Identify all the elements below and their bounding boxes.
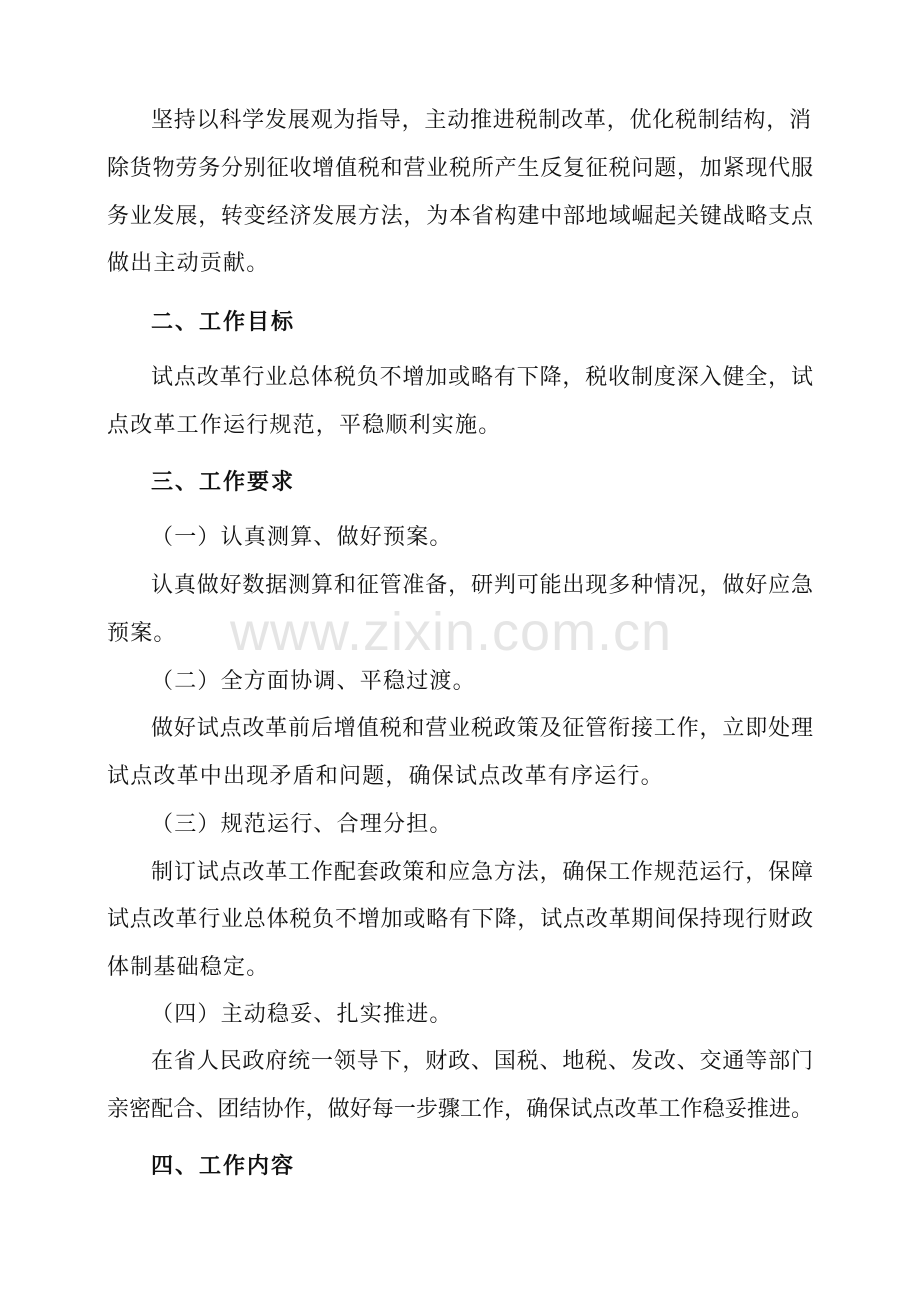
paragraph2-line2: 点改革工作运行规范，平稳顺利实施。 bbox=[107, 413, 502, 438]
subsection1-line2: 预案。 bbox=[107, 621, 177, 646]
subsection3-line2: 试点改革行业总体税负不增加或略有下降，试点改革期间保持现行财政 bbox=[107, 907, 813, 932]
section-heading-content: 四、工作内容 bbox=[151, 1153, 296, 1179]
subsection1-line1: 认真做好数据测算和征管准备，研判可能出现多种情况，做好应急 bbox=[151, 573, 813, 598]
section-heading-requirements: 三、工作要求 bbox=[151, 469, 296, 495]
watermark-text: www.zixin.com.cn bbox=[230, 602, 673, 662]
subsection-title-3: （三）规范运行、合理分担。 bbox=[151, 812, 453, 837]
section-heading-goals: 二、工作目标 bbox=[151, 309, 296, 335]
subsection3-line3: 体制基础稳定。 bbox=[107, 955, 270, 980]
paragraph1-line3: 务业发展，转变经济发展方法，为本省构建中部地域崛起关键战略支点 bbox=[107, 204, 813, 229]
subsection4-line2: 亲密配合、团结协作，做好每一步骤工作，确保试点改革工作稳妥推进。 bbox=[107, 1097, 813, 1122]
subsection-title-2: （二）全方面协调、平稳过渡。 bbox=[151, 669, 476, 694]
subsection-title-4: （四）主动稳妥、扎实推进。 bbox=[151, 1002, 453, 1027]
subsection2-line1: 做好试点改革前后增值税和营业税政策及征管衔接工作，立即处理 bbox=[151, 716, 813, 741]
subsection2-line2: 试点改革中出现矛盾和问题，确保试点改革有序运行。 bbox=[107, 764, 664, 789]
paragraph2-line1: 试点改革行业总体税负不增加或略有下降，税收制度深入健全，试 bbox=[151, 365, 813, 390]
subsection4-line1: 在省人民政府统一领导下，财政、国税、地税、发改、交通等部门 bbox=[151, 1049, 813, 1074]
paragraph1-line1: 坚持以科学发展观为指导，主动推进税制改革，优化税制结构，消 bbox=[151, 108, 811, 133]
subsection3-line1: 制订试点改革工作配套政策和应急方法，确保工作规范运行，保障 bbox=[151, 860, 813, 885]
paragraph1-line4: 做出主动贡献。 bbox=[107, 251, 270, 276]
paragraph1-line2: 除货物劳务分别征收增值税和营业税所产生反复征税问题，加紧现代服 bbox=[107, 156, 813, 181]
subsection-title-1: （一）认真测算、做好预案。 bbox=[151, 525, 453, 550]
